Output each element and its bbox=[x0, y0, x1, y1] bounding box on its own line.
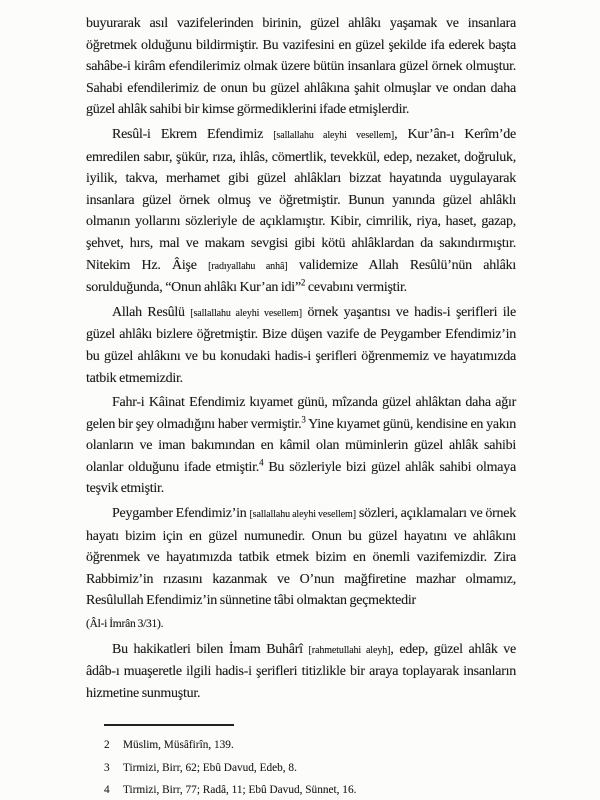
footnote-separator-rule bbox=[104, 724, 234, 726]
footnote-text: Müslim, Müsâfirîn, 139. bbox=[123, 739, 234, 751]
paragraph-6 bbox=[86, 639, 516, 705]
paragraph-text: validemize Allah Resûlü’nün ahlâkı sorulduğunda, “Onun ahlâkı Kur’an idi” bbox=[86, 257, 516, 296]
paragraph-3 bbox=[86, 302, 516, 389]
footnote-item bbox=[104, 734, 516, 757]
paragraph-text: Resûl-i Ekrem Efendimiz bbox=[112, 126, 274, 142]
paragraph-text: sözleri, açıklamaları ve örnek hayatı bizim için en güzel numunedir. Onun bu güzel hayatını ve ahlâkını öğrenmek ve hayatımızda tatbik etmek bizim en önemli vazifemizdir. Zira Rabbimiz’in rızasını kazanmak ve O’nun mağfiretine mazhar olmamız, Resûlullah Efendimiz’in sünnetine tâbi olmaktan geçmektedir bbox=[86, 506, 517, 609]
footnote-reference: 4 bbox=[259, 457, 264, 468]
honorific-bracket: [sallallahu aleyhi vesellem] bbox=[273, 129, 395, 141]
paragraph-text: Yine kıyamet günü, kendisine en yakın olanların ve iman bakımından en kâmil olan müminlerin güzel ahlâk sahibi olanlar olduğunu ifade etmiştir. bbox=[86, 416, 516, 475]
paragraph-text: , Kur’ân-ı Kerîm’de emredilen sabır, şükür, rıza, ihlâs, cömertlik, tevekkül, edep, nezaket, doğruluk, iyilik, takva, merhamet gibi güzel ahlâkları bizzat hayatında uygulayarak insanlara güzel örnek olmuş ve öğretmiştir. Bunun yanında güzel ahlâklı olmanın yollarını sözleriyle de açıklamıştır. Kibir, cimrilik, riya, haset, gazap, şehvet, hırs, mal ve makam sevgisi gibi kötü ahlâklardan da sakındırmıştır. Nitekim Hz. Âişe bbox=[86, 126, 516, 273]
body-text-block bbox=[86, 13, 516, 707]
footnote-number: 3 bbox=[104, 761, 110, 774]
footnotes-section bbox=[104, 722, 516, 800]
honorific-bracket: [radıyallahu anhâ] bbox=[208, 260, 288, 272]
paragraph-4 bbox=[86, 392, 516, 500]
quran-citation: (Âl-i İmrân 3/31). bbox=[86, 618, 164, 631]
footnote-item bbox=[104, 779, 516, 800]
paragraph-text: Allah Resûlü bbox=[112, 304, 191, 320]
paragraph-1 bbox=[86, 13, 516, 121]
footnote-text: Tirmizi, Birr, 62; Ebû Davud, Edeb, 8. bbox=[123, 761, 297, 774]
paragraph-text: buyurarak asıl vazifelerinden birinin, güzel ahlâkı yaşamak ve insanlara öğretmek olduğunu bildirmiştir. Bu vazifesini en güzel şekilde ifa ederek başta sahâbe-i kirâm efendilerimiz olmak üzere bütün insanlara güzel örnek olmuştur. Sahabi efendilerimiz de onun bu güzel ahlâkına şahit olmuşlar ve ondan daha güzel ahlâk sahibi bir kimse görmediklerini ifade etmişlerdir. bbox=[86, 16, 516, 118]
paragraph-2 bbox=[86, 124, 516, 299]
footnote-reference: 3 bbox=[301, 414, 306, 425]
honorific-bracket: [sallallahu aleyhi vesellem] bbox=[190, 307, 302, 319]
paragraph-text: örnek yaşantısı ve hadis-i şerifleri ile güzel ahlâkı bizlere öğretmiştir. Bize düşen vazife de Peygamber Efendimiz’in bu güzel ahlâkını ve bu konudaki hadis-i şerifleri öğrenmemiz ve hayatımızda tatbik etmemizdir. bbox=[86, 304, 516, 386]
paragraph-text: Fahr-i Kâinat Efendimiz kıyamet günü, mîzanda güzel ahlâktan daha ağır gelen bir şey olmadığını haber vermiştir. bbox=[86, 395, 516, 432]
paragraph-text: , edep, güzel ahlâk ve âdâb-ı muaşeretle ilgili hadis-i şerifleri titizlikle bir araya toplayarak insanların hizmetine sunmuştur. bbox=[86, 641, 516, 701]
footnote-number: 2 bbox=[104, 739, 110, 751]
paragraph-text: Peygamber Efendimiz’in bbox=[112, 506, 250, 522]
footnote-number: 4 bbox=[104, 784, 110, 796]
paragraph-text: Bu hakikatleri bilen İmam Buhârî bbox=[112, 641, 309, 657]
honorific-bracket: [rahmetullahi aleyh] bbox=[308, 644, 391, 656]
paragraph-text: cevabını vermiştir. bbox=[305, 280, 407, 296]
paragraph-text: Bu sözleriyle bizi güzel ahlâk sahibi olmaya teşvik etmiştir. bbox=[86, 459, 516, 497]
footnote-text: Tirmizi, Birr, 77; Radâ, 11; Ebû Davud, Sünnet, 16. bbox=[123, 784, 357, 796]
footnote-reference: 2 bbox=[300, 277, 306, 288]
honorific-bracket: [sallallahu aleyhi vesellem] bbox=[249, 509, 356, 521]
paragraph-5 bbox=[86, 503, 516, 636]
footnote-item bbox=[104, 757, 516, 780]
